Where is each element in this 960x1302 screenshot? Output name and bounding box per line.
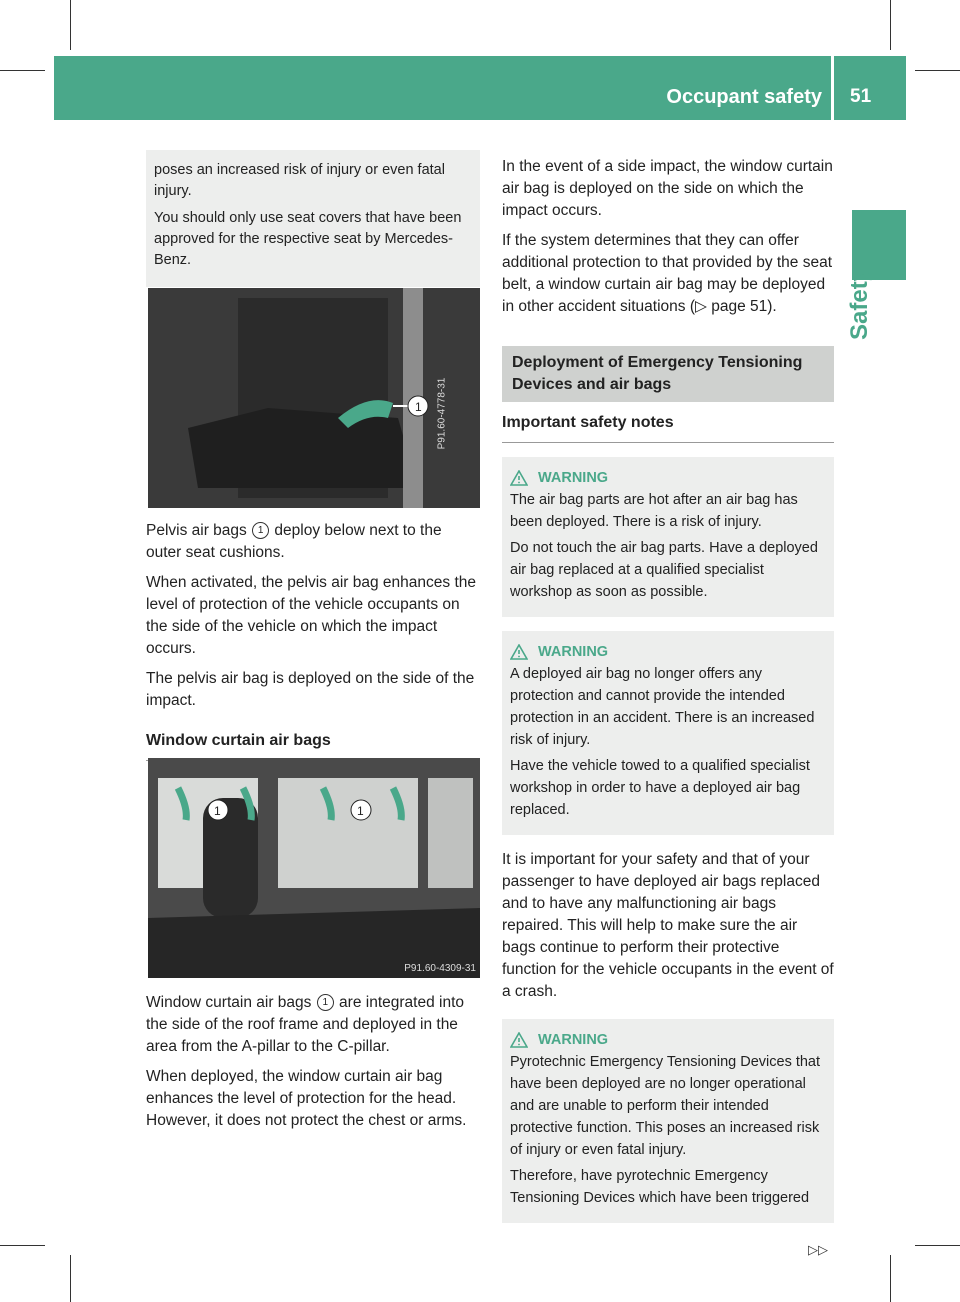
window-text-b: are integrated into the side of the roof frame and deployed in the area from the A-pillar to the C-pillar. xyxy=(146,994,464,1055)
photo-callout: 1 xyxy=(357,804,364,818)
intro-paragraph: If the system determines that they can offer additional protection to that provided by the seat belt, a window curtain air bag may be deployed in other accident situations (▷ page 51). xyxy=(502,232,833,315)
image-id: P91.60-4309-31 xyxy=(404,963,476,974)
pelvis-text-a: Pelvis air bags xyxy=(146,522,247,539)
warning-label: WARNING xyxy=(538,644,609,660)
callout-badge: 1 xyxy=(252,522,269,539)
warning-label: WARNING xyxy=(538,1032,609,1048)
photo-callout: 1 xyxy=(214,804,221,818)
deployment-heading: Deployment of Emergency Tensioning Devices and air bags xyxy=(502,346,834,402)
window-curtain-photo xyxy=(148,758,480,978)
left-column xyxy=(146,150,480,287)
body-paragraph: It is important for your safety and that of your passenger to have deployed air bags replaced and to have any malfunctioning air bags repaired. This will help to make sure the air bags continue to perform their protective function for the vehicle occupants in the event of a crash. xyxy=(502,851,834,1000)
window-curtain-heading: Window curtain air bags xyxy=(146,730,480,761)
window-text-a: Window curtain air bags xyxy=(146,994,312,1011)
safety-notes-heading: Important safety notes xyxy=(502,412,834,443)
window-paragraph: When deployed, the window curtain air bag enhances the level of protection for the head. However, it does not protect the chest or arms. xyxy=(146,1068,467,1129)
grey-text: poses an increased risk of injury or even fatal injury. xyxy=(154,162,445,199)
callout-badge: 1 xyxy=(317,994,334,1011)
pelvis-paragraph: The pelvis air bag is deployed on the side of the impact. xyxy=(146,670,475,709)
pelvis-text-b: deploy below next to the outer seat cushions. xyxy=(146,522,442,561)
pelvis-text xyxy=(146,520,480,761)
warning-triangle-icon xyxy=(510,470,528,486)
warning-text: Have the vehicle towed to a qualified specialist workshop in order to have a deployed air bag replaced. xyxy=(510,758,810,818)
warning-box xyxy=(502,457,834,617)
warning-box xyxy=(502,1019,834,1223)
warning-triangle-icon xyxy=(510,644,528,660)
crop-mark xyxy=(915,1245,960,1246)
pelvis-airbag-photo xyxy=(148,288,480,508)
warning-text: A deployed air bag no longer offers any protection and cannot provide the intended protection in an accident. There is an increased risk of injury. xyxy=(510,666,815,748)
crop-mark xyxy=(890,1255,891,1302)
intro-paragraph: In the event of a side impact, the window curtain air bag is deployed on the side on which the impact occurs. xyxy=(502,158,833,219)
crop-mark xyxy=(70,0,71,50)
crop-mark xyxy=(915,70,960,71)
side-section-label: Safety xyxy=(846,267,873,340)
grey-text: You should only use seat covers that have been approved for the respective seat by Mercedes-Benz. xyxy=(154,210,462,268)
warning-text: The air bag parts are hot after an air bag has been deployed. There is a risk of injury. xyxy=(510,492,798,530)
section-title: Occupant safety xyxy=(666,86,822,108)
warning-triangle-icon xyxy=(510,1032,528,1048)
crop-mark xyxy=(0,70,45,71)
warning-box xyxy=(502,631,834,835)
header-separator xyxy=(831,56,834,120)
crop-mark xyxy=(0,1245,45,1246)
continue-arrows-icon: ▷▷ xyxy=(808,1242,828,1257)
warning-text: Pyrotechnic Emergency Tensioning Devices that have been deployed are no longer operational and are unable to perform their intended protective function. This poses an increased risk of injury or even fatal injury. xyxy=(510,1054,821,1158)
pelvis-airbag-illustration xyxy=(148,288,480,508)
crop-mark xyxy=(70,1255,71,1302)
photo-callout: 1 xyxy=(415,400,422,414)
right-column xyxy=(502,156,834,1237)
warning-text: Do not touch the air bag parts. Have a deployed air bag replaced at a qualified specialist workshop as soon as possible. xyxy=(510,540,818,600)
window-curtain-illustration xyxy=(148,758,480,978)
window-text xyxy=(146,992,480,1140)
pelvis-paragraph: When activated, the pelvis air bag enhances the level of protection of the vehicle occupants on the side of the vehicle on which the impact occurs. xyxy=(146,574,477,657)
warning-label: WARNING xyxy=(538,470,609,486)
page-number: 51 xyxy=(850,86,872,107)
crop-mark xyxy=(890,0,891,50)
image-id: P91.60-4778-31 xyxy=(436,377,448,450)
continued-warning-box xyxy=(146,150,480,287)
warning-text: Therefore, have pyrotechnic Emergency Tensioning Devices which have been triggered xyxy=(510,1168,810,1206)
